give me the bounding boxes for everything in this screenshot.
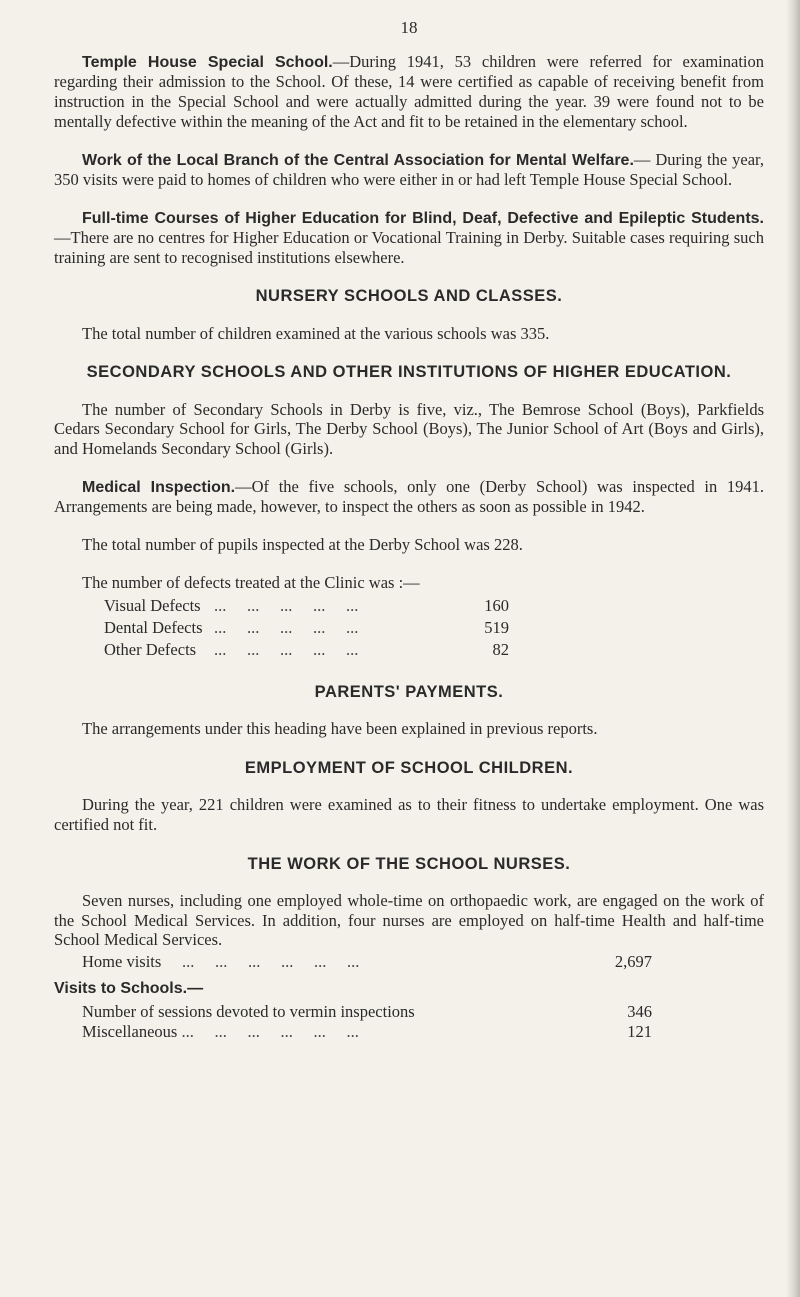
temple-house-paragraph <box>54 52 764 132</box>
defect-value: 82 <box>492 639 509 659</box>
home-visits-row <box>82 952 652 972</box>
table-row <box>104 595 509 617</box>
medical-inspection-heading: Medical Inspection. <box>82 479 236 497</box>
local-branch-paragraph <box>54 150 764 190</box>
parents-payments-text: The arrangements under this heading have been explained in previous reports. <box>82 718 598 738</box>
medical-inspection-paragraph <box>54 477 764 517</box>
defect-label: Other Defects <box>104 639 197 659</box>
page-edge-shadow <box>786 0 800 1297</box>
school-nurses-text: Seven nurses, including one employed whole-time on orthopaedic work, are engaged on the work of the School Medical Services. In addition, four nurses are employed on half-time Health and half-time School Medical Services. <box>54 890 764 950</box>
table-row <box>104 617 509 639</box>
employment-text: During the year, 221 children were examined as to their fitness to undertake employment. One was certified not fit. <box>54 794 764 834</box>
visits-to-schools-heading: Visits to Schools.— <box>54 980 204 998</box>
visit-label-text: Miscellaneous <box>82 1022 178 1042</box>
visit-label <box>82 1022 502 1042</box>
leader-dots: ... ... ... ... ... <box>214 595 359 615</box>
higher-education-heading: Full-time Courses of Higher Education for Blind, Deaf, Defective and Epileptic Students. <box>82 209 764 227</box>
defect-value: 160 <box>484 595 509 615</box>
defect-label: Dental Defects <box>104 617 203 637</box>
school-nurses-heading: THE WORK OF THE SCHOOL NURSES. <box>247 854 571 873</box>
parents-payments-heading: PARENTS' PAYMENTS. <box>314 682 504 701</box>
leader-dots: ... ... ... ... ... <box>214 617 359 637</box>
temple-house-text: —During 1941, 53 children were referred for examination regarding their admission to the School. Of these, 14 were certified as capable of receiving benefit from instruction in the Special School and were actually admitted during the year. 39 were found not to be mentally defective within the meaning of the Act and fit to be retained in the elementary school. <box>54 52 765 131</box>
temple-house-heading: Temple House Special School. <box>82 54 333 71</box>
visit-value: 346 <box>627 1002 652 1022</box>
secondary-heading: SECONDARY SCHOOLS AND OTHER INSTITUTIONS OF HIGHER EDUCATION. <box>86 363 732 382</box>
leader-dots: ... ... ... ... ... ... <box>181 1022 359 1042</box>
visits-table <box>82 1002 652 1042</box>
defect-label: Visual Defects <box>104 595 201 615</box>
leader-dots: ... ... ... ... ... <box>214 639 359 659</box>
medical-inspection-text: —Of the five schools, only one (Derby School) was inspected in 1941. Arrangements are being made, however, to inspect the others as soon as possible in 1942. <box>54 477 764 517</box>
defects-table <box>104 595 509 661</box>
visit-label: Number of sessions devoted to vermin inspections <box>82 1002 415 1022</box>
leader-dots <box>502 1002 592 1022</box>
leader-dots: ... ... ... ... ... ... <box>182 952 360 972</box>
table-row <box>82 1022 652 1042</box>
employment-heading: EMPLOYMENT OF SCHOOL CHILDREN. <box>244 758 574 777</box>
table-row <box>104 639 509 661</box>
spacer <box>502 1022 592 1042</box>
page-content <box>54 18 764 1042</box>
secondary-text: The number of Secondary Schools in Derby is five, viz., The Bemrose School (Boys), Parkfields Cedars Secondary School for Girls, The Derby School (Boys), The Junior School of Art (Boys and Girls), and Homelands Secondary School (Girls). <box>54 399 764 459</box>
nursery-heading: NURSERY SCHOOLS AND CLASSES. <box>255 287 563 306</box>
table-row <box>82 952 652 972</box>
defect-value: 519 <box>484 617 509 637</box>
higher-education-text: —There are no centres for Higher Education or Vocational Training in Derby. Suitable cases requiring such training are sent to recognised institutions elsewhere. <box>54 227 764 267</box>
defects-intro-text: The number of defects treated at the Clinic was :— <box>82 572 420 592</box>
local-branch-heading: Work of the Local Branch of the Central Association for Mental Welfare. <box>82 151 634 169</box>
page-number: 18 <box>400 18 418 37</box>
local-branch-text: — During the year, 350 visits were paid to homes of children who were either in or had left Temple House Special School. <box>54 149 764 189</box>
higher-education-paragraph <box>54 208 764 268</box>
home-visits-value: 2,697 <box>614 952 652 972</box>
home-visits-label: Home visits <box>82 952 162 972</box>
visit-value: 121 <box>627 1022 652 1042</box>
nursery-text: The total number of children examined at the various schools was 335. <box>82 323 550 343</box>
table-row <box>82 1002 652 1022</box>
pupils-inspected-text: The total number of pupils inspected at the Derby School was 228. <box>82 535 523 555</box>
